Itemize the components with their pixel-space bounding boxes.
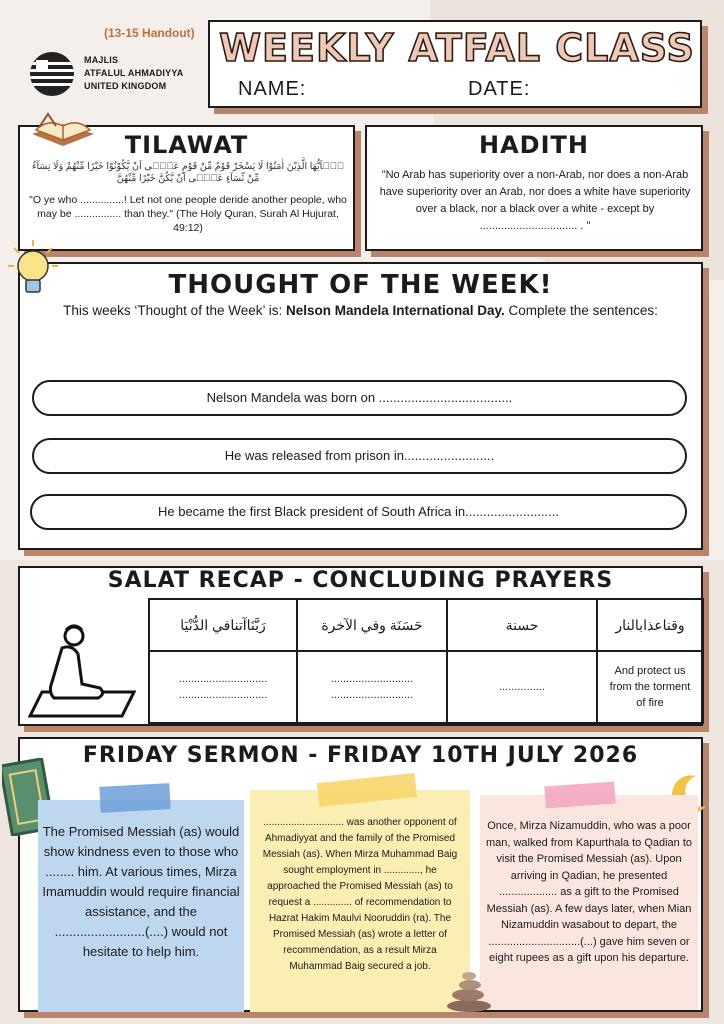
tilawat-title: TILAWAT [124, 131, 249, 159]
salat-header-cell: رَبَّنَاآتنافي الدُّنْيَا [150, 600, 298, 652]
page-title: WEEKLY ATFAL CLASS [219, 26, 695, 70]
hadith-text: "No Arab has superiority over a non-Arab, nor does a non-Arab have superiority over an Arab, nor does a white have superiority over a black, nor a black over a white - except by ................................ . " [379, 169, 691, 232]
majlis-logo [30, 52, 74, 96]
sentence-field[interactable]: He was released from prison in......................... [32, 438, 687, 474]
salat-table [148, 598, 704, 724]
thought-intro-text: Complete the sentences: [504, 303, 658, 318]
salat-answer-cell[interactable]: ............................. ............................. [150, 652, 298, 724]
lightbulb-icon [8, 238, 58, 300]
title-box [208, 20, 702, 108]
salat-header-cell: وقناعذابالنار [598, 600, 704, 652]
salat-title: SALAT RECAP - CONCLUDING PRAYERS [107, 568, 614, 593]
tape-strip [99, 783, 170, 813]
tilawat-arabic: يٰۤاَيُّهَا الَّذِيْنَ اٰمَنُوْا لَا يَسْخَرْ قَوْمٌ مِّنْ قَوْمٍ عَسٰۤى اَنْ يَّكُوْنُوْا خَيْرًا مِّنْهُمْ وَلَا نِسَآءٌ مِّنْ نِّسَآءٍ عَسٰۤى اَنْ يَّكُنَّ خَيْرًا مِّنْهُنَّ [32, 161, 344, 184]
organisation-name [84, 54, 183, 93]
stones-icon [444, 966, 494, 1012]
thought-title: THOUGHT OF THE WEEK! [168, 270, 553, 300]
org-line: ATFALUL AHMADIYYA [84, 68, 184, 78]
sentence-field[interactable]: Nelson Mandela was born on ..................................... [32, 380, 687, 416]
thought-intro-text: This weeks ‘Thought of the Week’ is: [63, 303, 286, 318]
thought-topic: Nelson Mandela International Day. [285, 303, 505, 318]
salat-header-cell: حسنة [448, 600, 598, 652]
org-line: UNITED KINGDOM [84, 81, 167, 91]
handout-label: (13-15 Handout) [104, 26, 195, 40]
hadith-title: HADITH [479, 131, 589, 159]
salat-answer-cell: And protect us from the torment of fire [598, 652, 704, 724]
name-label: NAME: [238, 78, 307, 100]
thought-intro [30, 300, 691, 322]
hadith-box [365, 125, 703, 251]
sentence-field[interactable]: He became the first Black president of South Africa in.......................... [30, 494, 687, 530]
tilawat-text: "O ye who ...............! Let not one people deride another people, who may be ................ than they." (The Holy Quran, Surah Al Hujurat, 49:12) [29, 194, 347, 234]
sermon-note-text: ............................. was another opponent of Ahmadiyyat and the family of the Promised Messiah (as). When Mirza Muhammad Baig sought employment in ............., he approached the Promised Messiah (as) to request a .............. of recommendation to Hazrat Hakim Maulvi Nooruddin (ra). The Promised Messiah (as) wrote a letter of recommendation, as a result Mirza Muhammad Baig secured a job. [262, 817, 458, 972]
praying-person-icon [26, 622, 136, 720]
sermon-note-text: The Promised Messiah (as) would show kindness even to those who ........ him. At various times, Mirza Imamuddin would require financial assistance, and the .........................(....) would not hesitate to help him. [42, 824, 240, 959]
salat-header-cell: حَسَنَة وفي الآخرة [298, 600, 448, 652]
sermon-note-text: Once, Mirza Nizamuddin, who was a poor man, walked from Kapurthala to Qadian to visit the Promised Messiah (as). Upon arriving in Qadian, he presented ................... as a gift to the Promised Messiah (as). A few days later, when Mian Nizamuddin wasabout to depart, the ..............................(...) gave him seven or eight rupees as a gift upon his departure. [485, 820, 693, 964]
salat-answer-cell[interactable]: ............... [448, 652, 598, 724]
salat-answer-cell[interactable]: ........................... ........................... [298, 652, 448, 724]
org-line: MAJLIS [84, 55, 119, 65]
date-label: DATE: [468, 78, 531, 100]
thought-box [18, 262, 703, 550]
quran-book-icon [28, 104, 98, 150]
friday-sermon-title: FRIDAY SERMON - FRIDAY 10TH JULY 2026 [82, 743, 639, 768]
